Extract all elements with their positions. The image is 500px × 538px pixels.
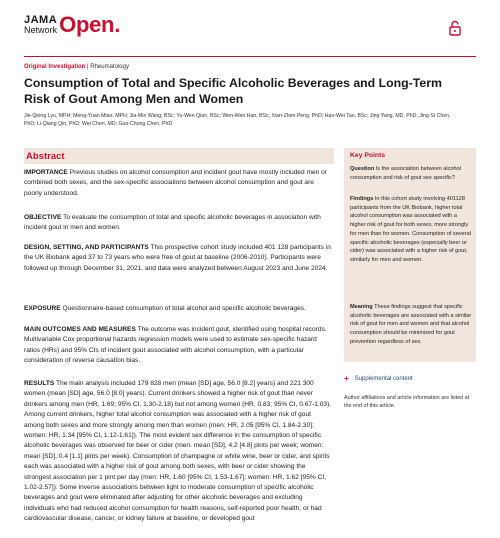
kp-text: Is the association between alcohol consumption and risk of gout sex specific? <box>350 166 462 181</box>
key-points-box <box>344 148 476 362</box>
article-subject: Rheumatology <box>90 64 129 70</box>
logo-open: Open. <box>59 12 121 37</box>
abstract-importance <box>24 168 332 199</box>
kp-label: Meaning <box>350 304 373 310</box>
abstract-objective <box>24 213 332 234</box>
key-points-heading: Key Points <box>350 152 386 159</box>
kp-text: In this cohort study involving 401128 participants from the UK Biobank, higher total alcohol consumption was associated with a higher risk of gout for both sexes, more strongly for men than for women. Consumption of several specific alcoholic beverages (especially beer or cider) was associated with a higher risk of gout, similarly for men and women. <box>350 196 471 263</box>
abstract-outcomes <box>24 325 332 367</box>
section-label: MAIN OUTCOMES AND MEASURES <box>24 326 136 333</box>
supplemental-label: Supplemental content <box>354 375 413 382</box>
article-meta <box>24 64 129 70</box>
section-label: IMPORTANCE <box>24 169 68 176</box>
abstract-results <box>24 379 332 525</box>
plus-icon: + <box>344 374 349 383</box>
jama-network-open-logo[interactable] <box>24 12 120 38</box>
logo-network: Network <box>24 25 58 35</box>
key-points-meaning <box>350 303 474 347</box>
abstract-section <box>24 148 334 538</box>
supplemental-content-link[interactable] <box>344 374 413 383</box>
kp-label: Findings <box>350 196 374 202</box>
kp-text: These findings suggest that specific alcoholic beverages are associated with a similar risk of gout for men and women and that alcohol consumption should be minimized for gout prevention regardless of sex. <box>350 304 472 345</box>
section-label: RESULTS <box>24 380 55 387</box>
section-label: OBJECTIVE <box>24 214 62 221</box>
logo-jama: JAMA <box>24 14 58 26</box>
abstract-heading-bar <box>24 148 334 164</box>
article-type: Original Investigation <box>24 64 86 70</box>
section-label: EXPOSURE <box>24 305 61 312</box>
author-list: Jie-Qiong Lyu, MPH; Meng-Yuan Miao, MPH; Jia-Min Wang, BSc; Yu-Wen Qian, BSc; Wen-Wen Han, BSc; Xian-Zhen Peng, PhD; Hao-Wei Tao, BSc; Jing Yang, MD, PhD; Jing-Si Chen, PhD; Li-Qiang Qin, PhD; Wei Chen, MD; Guo-Chong Chen, PhD <box>24 113 451 127</box>
journal-header <box>24 10 476 52</box>
section-text: The outcome was incident gout, identified using hospital records. Multivariable Cox proportional hazards regression models were used to estimate sex-specific hazard ratios (HRs) and 95% CIs of incident gout associated with alcohol consumption, with a particular consideration of reverse causation bias. <box>24 326 327 365</box>
abstract-design <box>24 243 332 274</box>
meta-separator: | <box>85 64 91 70</box>
abstract-heading: Abstract <box>26 151 65 162</box>
header-divider <box>24 56 476 57</box>
section-text: This prospective cohort study included 401 128 participants in the UK Biobank aged 37 to 73 years who were free of gout at baseline (2006-2010). Participants were followed up through December 31, 2021, and data were analyzed between August 2023 and June 2024. <box>24 244 331 272</box>
key-points-findings <box>350 195 474 265</box>
section-text: Previous studies on alcohol consumption and incident gout have mostly included men or combined both sexes, and the sex-specific associations between alcohol consumption and gout are poorly understood. <box>24 169 327 197</box>
abstract-exposure <box>24 304 332 314</box>
open-access-lock-icon <box>448 20 462 36</box>
article-title: Consumption of Total and Specific Alcoholic Beverages and Long-Term Risk of Gout Among Men and Women <box>24 76 442 106</box>
section-label: DESIGN, SETTING, AND PARTICIPANTS <box>24 244 149 251</box>
section-text: The main analysis included 179 828 men (mean [SD] age, 56.0 [8.2] years) and 221 300 women (mean [SD] age, 56.0 [8.0] years). Current drinkers showed a higher risk of gout than never drinkers among men (HR, 1.69; 95% CI, 1.30-2.18) but not among women (HR, 0.83; 95% CI, 0.67-1.03). Among current drinkers, higher total alcohol consumption was associated with a higher risk of gout among both sexes and more strongly among men than women (men: HR, 2.05 [95% CI, 1.84-2.30]; women: HR, 1.34 [95% CI, 1.12-1.61]). The most evident sex difference in the consumption of specific alcoholic beverages was observed for beer or cider (men: mean [SD], 4.2 [4.8] pints per week; women: mean [SD], 0.4 [1.1] pints per week). Consumption of champagne or white wine, beer or cider, and spirits each was associated with a higher risk of gout among both sexes, with beer or cider showing the strongest association per 1 pint per day (men: HR, 1.60 [95% CI, 1.53-1.67]; women: HR, 1.62 [95% CI, 1.02-2.57]). Some inverse associations between light to moderate consumption of specific alcoholic beverages and gout were eliminated after adjusting for other alcoholic beverages and excluding individuals who had reduced alcohol consumption for health reasons, self-reported poor health, or had cardiovascular disease, cancer, or kidney failure at baseline, or developed gout <box>24 380 332 523</box>
affiliations-note: Author affiliations and article information are listed at the end of this article. <box>344 395 470 410</box>
key-points-question <box>350 165 474 182</box>
section-text: To evaluate the consumption of total and specific alcoholic beverages in association with incident gout in men and women. <box>24 214 321 232</box>
kp-label: Question <box>350 166 375 172</box>
section-text: Questionnaire-based consumption of total alcohol and specific alcoholic beverages. <box>60 305 306 312</box>
